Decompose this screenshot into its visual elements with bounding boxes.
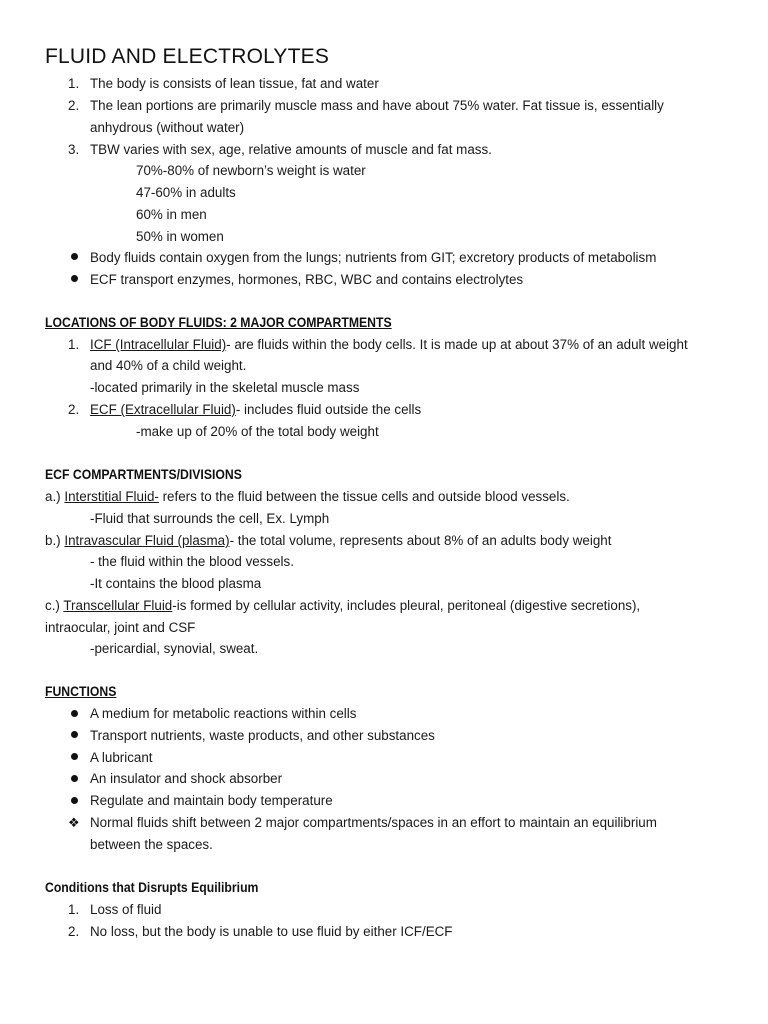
section-heading-ecf: ECF COMPARTMENTS/DIVISIONS bbox=[45, 467, 242, 482]
icf-text: - are fluids within the body cells. It is made up at about 37% of an adult weight bbox=[226, 337, 688, 352]
item-text: - the total volume, represents about 8% of an adults body weight bbox=[229, 533, 612, 548]
function-note: Normal fluids shift between 2 major compartments/spaces in an effort to maintain an equilibrium bbox=[90, 815, 657, 830]
sub-item: 60% in men bbox=[136, 207, 207, 222]
intravascular-term: Intravascular Fluid (plasma) bbox=[64, 533, 230, 548]
bullet-icon bbox=[71, 775, 78, 782]
list-number: 1. bbox=[68, 902, 80, 917]
note-comma: , bbox=[258, 511, 263, 526]
function-item: A medium for metabolic reactions within cells bbox=[90, 706, 357, 721]
list-item: The body is consists of lean tissue, fat and water bbox=[90, 76, 379, 91]
item-prefix: b.) bbox=[45, 533, 65, 548]
diamond-bullet-icon: ❖ bbox=[68, 815, 80, 830]
sub-item: 50% in women bbox=[136, 229, 224, 244]
bullet-item: ECF transport enzymes, hormones, RBC, WBC and contains electrolytes bbox=[90, 272, 524, 287]
icf-term: ICF (Intracellular Fluid) bbox=[90, 337, 227, 352]
ecf-item-a bbox=[45, 488, 570, 506]
list-number: 2. bbox=[68, 924, 80, 939]
ecf-term: ECF (Extracellular Fluid) bbox=[90, 402, 236, 417]
icf-item bbox=[90, 336, 688, 354]
ecf-item-c bbox=[45, 597, 640, 615]
section-heading-locations: LOCATIONS OF BODY FLUIDS: 2 MAJOR COMPARTMENTS bbox=[45, 315, 392, 330]
sub-item: 70%-80% of newborn’s weight is water bbox=[136, 163, 366, 178]
list-number: 1. bbox=[68, 337, 80, 352]
function-item: Regulate and maintain body temperature bbox=[90, 793, 333, 808]
bullet-icon bbox=[71, 797, 78, 804]
page-title: FLUID AND ELECTROLYTES bbox=[45, 45, 330, 68]
item-text: -is formed by cellular activity, includes pleural, peritoneal (digestive secretions), bbox=[172, 598, 641, 613]
ecf-item-b bbox=[45, 532, 611, 550]
transcellular-term: Transcellular Fluid bbox=[63, 598, 173, 613]
function-note-continuation: between the spaces. bbox=[90, 837, 213, 852]
sub-item: 47-60% in adults bbox=[136, 185, 236, 200]
ecf-item-b-note: -It contains the blood plasma bbox=[90, 576, 262, 591]
list-number: 3. bbox=[68, 142, 80, 157]
list-item: TBW varies with sex, age, relative amounts of muscle and fat mass. bbox=[90, 142, 492, 157]
bullet-icon bbox=[71, 253, 78, 260]
list-item: The lean portions are primarily muscle mass and have about 75% water. Fat tissue is, essentially bbox=[90, 98, 664, 113]
function-item: A lubricant bbox=[90, 750, 153, 765]
bullet-item: Body fluids contain oxygen from the lungs; nutrients from GIT; excretory products of metabolism bbox=[90, 250, 657, 265]
list-item-continuation: anhydrous (without water) bbox=[90, 120, 245, 135]
icf-note: -located primarily in the skeletal muscle mass bbox=[90, 380, 360, 395]
icf-continuation: and 40% of a child weight. bbox=[90, 358, 247, 373]
item-prefix: a.) bbox=[45, 489, 65, 504]
bullet-icon bbox=[71, 753, 78, 760]
section-heading-functions: FUNCTIONS bbox=[45, 684, 117, 699]
item-prefix: c.) bbox=[45, 598, 64, 613]
condition-item: Loss of fluid bbox=[90, 902, 162, 917]
interstitial-term: Interstitial Fluid- bbox=[64, 489, 159, 504]
bullet-icon bbox=[71, 710, 78, 717]
section-heading-conditions: Conditions that Disrupts Equilibrium bbox=[45, 880, 259, 895]
ecf-item-b-note: - the fluid within the blood vessels. bbox=[90, 554, 294, 569]
condition-item: No loss, but the body is unable to use fluid by either ICF/ECF bbox=[90, 924, 453, 939]
function-item: An insulator and shock absorber bbox=[90, 771, 283, 786]
list-number: 2. bbox=[68, 402, 80, 417]
note-text: -Fluid that surrounds the cell bbox=[90, 511, 259, 526]
bullet-icon bbox=[71, 731, 78, 738]
note-text-2: Ex. Lymph bbox=[262, 511, 330, 526]
ecf-text: - includes fluid outside the cells bbox=[235, 402, 422, 417]
list-number: 2. bbox=[68, 98, 80, 113]
ecf-item-a-note bbox=[90, 510, 329, 528]
ecf-note: -make up of 20% of the total body weight bbox=[136, 424, 379, 439]
bullet-icon bbox=[71, 275, 78, 282]
ecf-item bbox=[90, 401, 421, 419]
list-number: 1. bbox=[68, 76, 80, 91]
function-item: Transport nutrients, waste products, and other substances bbox=[90, 728, 435, 743]
ecf-item-c-continuation: intraocular, joint and CSF bbox=[45, 620, 196, 635]
item-text: refers to the fluid between the tissue cells and outside blood vessels. bbox=[158, 489, 570, 504]
ecf-item-c-note: -pericardial, synovial, sweat. bbox=[90, 641, 259, 656]
